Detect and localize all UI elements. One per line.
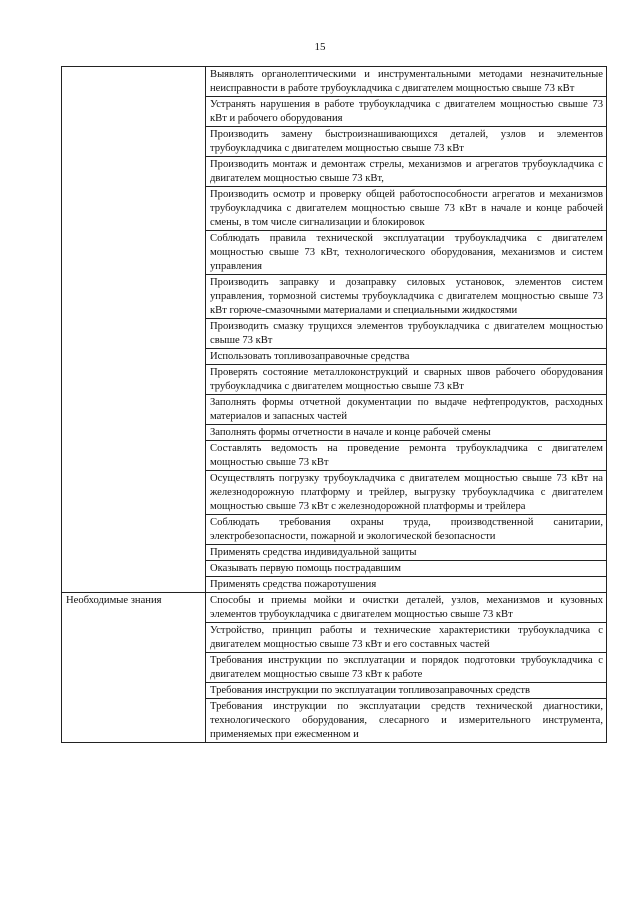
requirement-text: Составлять ведомость на проведение ремонта трубоукладчика с двигателем мощностью свыше 73 кВт: [210, 443, 603, 468]
requirement-cell: [206, 653, 607, 683]
requirement-cell: [206, 683, 607, 699]
requirement-cell: [206, 471, 607, 515]
requirement-cell: [206, 545, 607, 561]
requirement-cell: [206, 441, 607, 471]
requirement-text: Выявлять органолептическими и инструментальными методами незначительные неисправности в работе трубоукладчика с двигателем мощностью свыше 73 кВт: [210, 69, 603, 94]
requirement-cell: [206, 231, 607, 275]
requirement-cell: [206, 699, 607, 743]
table-row: [62, 593, 607, 623]
table-row: [62, 67, 607, 97]
section-title-cell: [62, 67, 206, 593]
requirement-cell: [206, 561, 607, 577]
requirement-text: Требования инструкции по эксплуатации топливозаправочных средств: [210, 685, 530, 696]
requirement-text: Соблюдать требования охраны труда, производственной санитарии, электробезопасности, пожарной и экологической безопасности: [210, 517, 603, 542]
requirement-cell: [206, 593, 607, 623]
requirement-text: Способы и приемы мойки и очистки деталей, узлов, механизмов и кузовных элементов трубоукладчика с двигателем мощностью свыше 73 кВт: [210, 595, 603, 620]
requirement-text: Проверять состояние металлоконструкций и сварных швов рабочего оборудования трубоукладчика с двигателем мощностью свыше 73 кВт: [210, 367, 603, 392]
requirement-text: Использовать топливозаправочные средства: [210, 351, 410, 362]
requirement-cell: [206, 127, 607, 157]
requirement-cell: [206, 365, 607, 395]
requirement-text: Заполнять формы отчетности в начале и конце рабочей смены: [210, 427, 491, 438]
requirement-cell: [206, 623, 607, 653]
requirement-cell: [206, 319, 607, 349]
competency-table: [61, 66, 607, 743]
requirement-text: Применять средства индивидуальной защиты: [210, 547, 417, 558]
requirement-text: Применять средства пожаротушения: [210, 579, 377, 590]
requirement-text: Производить замену быстроизнашивающихся деталей, узлов и элементов трубоукладчика с двигателем мощностью свыше 73 кВт: [210, 129, 603, 154]
requirement-text: Заполнять формы отчетной документации по выдаче нефтепродуктов, расходных материалов и запасных частей: [210, 397, 603, 422]
requirement-cell: [206, 425, 607, 441]
page-number: 15: [314, 41, 326, 53]
requirement-text: Осуществлять погрузку трубоукладчика с двигателем мощностью свыше 73 кВт на железнодорожную платформу и трейлер, выгрузку трубоукладчика с двигателем мощностью свыше 73 кВт с железнодорожной платформы и трейлера: [210, 473, 603, 512]
requirement-text: Производить монтаж и демонтаж стрелы, механизмов и агрегатов трубоукладчика с двигателем мощностью свыше 73 кВт,: [210, 159, 603, 184]
requirement-text: Устройство, принцип работы и технические характеристики трубоукладчика с двигателем мощностью свыше 73 кВт и его составных частей: [210, 625, 603, 650]
requirement-cell: [206, 577, 607, 593]
section-title-cell: Необходимые знания: [62, 593, 206, 743]
requirement-text: Устранять нарушения в работе трубоукладчика с двигателем мощностью свыше 73 кВт и рабочего оборудования: [210, 99, 603, 124]
requirement-cell: [206, 187, 607, 231]
requirement-cell: [206, 395, 607, 425]
requirement-cell: [206, 157, 607, 187]
requirement-text: Требования инструкции по эксплуатации и порядок подготовки трубоукладчика с двигателем мощностью свыше 73 кВт к работе: [210, 655, 603, 680]
requirement-cell: [206, 515, 607, 545]
requirement-text: Производить осмотр и проверку общей работоспособности агрегатов и механизмов трубоукладчика с двигателем мощностью свыше 73 кВт в начале и конце рабочей смены, в том числе сигнализации и блокировок: [210, 189, 603, 228]
requirement-text: Производить заправку и дозаправку силовых установок, элементов систем управления, тормозной системы трубоукладчика с двигателем мощностью свыше 73 кВт горюче-смазочными материалами и специальными жидкостями: [210, 277, 603, 316]
requirement-cell: [206, 97, 607, 127]
requirement-text: Требования инструкции по эксплуатации средств технической диагностики, технологического оборудования, слесарного и измерительного инструмента, применяемых при ежесменном и: [210, 701, 603, 740]
requirement-text: Оказывать первую помощь пострадавшим: [210, 563, 401, 574]
requirement-text: Соблюдать правила технической эксплуатации трубоукладчика с двигателем мощностью свыше 73 кВт, технологического оборудования, механизмов и систем управления: [210, 233, 603, 272]
requirement-cell: [206, 349, 607, 365]
requirement-cell: [206, 67, 607, 97]
requirement-text: Производить смазку трущихся элементов трубоукладчика с двигателем мощностью свыше 73 кВт: [210, 321, 603, 346]
requirement-cell: [206, 275, 607, 319]
